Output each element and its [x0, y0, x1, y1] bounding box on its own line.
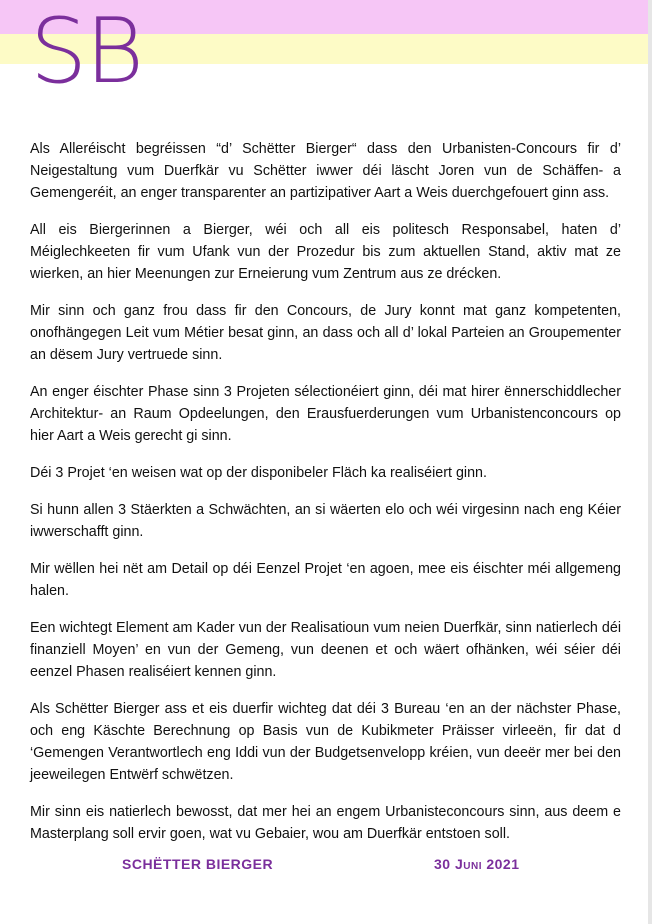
- paragraph: Mir sinn och ganz frou dass fir den Concours, de Jury konnt mat ganz kompetenten, onofhängegen Leit vum Métier besat ginn, an dass och all d’ lokal Parteien an Groupementer an dësem Jury vertruede sinn.: [30, 303, 621, 363]
- page-edge: [648, 0, 652, 924]
- paragraph: An enger éischter Phase sinn 3 Projeten sélectionéiert ginn, déi mat hirer ënnerschiddlecher Architektur- an Raum Opdeelungen, den Erausfuerderungen vum Urbanistenconcours op hier Aart a Weis gerecht gi sinn.: [30, 384, 621, 444]
- sb-logo: SB: [30, 0, 143, 104]
- paragraph: Als Schëtter Bierger ass et eis duerfir wichteg dat déi 3 Bureau ‘en an der nächster Phase, och eng Käschte Berechnung op Basis vun de Kubikmeter Präisser virleeën, fir dat d ‘Gemengen Verantwortlech eng Iddi vun der Budgetsenvelopp kréien, vun deeër mer bei den jeeweilegen Entwërf schwëtzen.: [30, 701, 621, 783]
- paragraph: Si hunn allen 3 Stäerkten a Schwächten, an si wäerten elo och wéi virgesinn nach eng Kéier iwwerschafft ginn.: [30, 502, 621, 540]
- footer-signature: SCHËTTER BIERGER: [122, 856, 274, 872]
- paragraph: All eis Biergerinnen a Bierger, wéi och all eis politesch Responsabel, haten d’ Méiglechkeeten fir vum Ufank vun der Prozedur bis zum aktuellen Stand, aktiv mat ze wierken, an hier Meenungen zur Erneierung vum Zentrum aus ze drécken.: [30, 222, 621, 282]
- paragraph: Mir wëllen hei nët am Detail op déi Eenzel Projet ‘en agoen, mee eis éischter méi allgemeng halen.: [30, 561, 621, 599]
- paragraph: Als Alleréischt begréissen “d’ Schëtter Bierger“ dass den Urbanisten-Concours fir d’ Neigestaltung vum Duerfkär vu Schëtter iwwer déi läscht Joren vun de Schäffen- a Gemengeréit, an enger transparenter an partizipativer Aart a Weis duerchgefouert ginn ass.: [30, 141, 621, 201]
- footer-date: 30 Juni 2021: [434, 856, 520, 872]
- paragraph: Een wichtegt Element am Kader vun der Realisatioun vum neien Duerfkär, sinn natierlech déi finanziell Moyen’ en vun der Gemeng, vun deenen et och wäert ofhänken, wéi séier déi eenzel Phasen realiséiert kennen ginn.: [30, 620, 621, 680]
- paragraph: Déi 3 Projet ‘en weisen wat op der disponibeler Fläch ka realiséiert ginn.: [30, 465, 487, 481]
- letter-body: [30, 138, 621, 860]
- paragraph: Mir sinn eis natierlech bewosst, dat mer hei an engem Urbanisteconcours sinn, aus deem e Masterplang soll ervir goen, wat vu Gebaier, wou am Duerfkär entstoen soll.: [30, 804, 621, 842]
